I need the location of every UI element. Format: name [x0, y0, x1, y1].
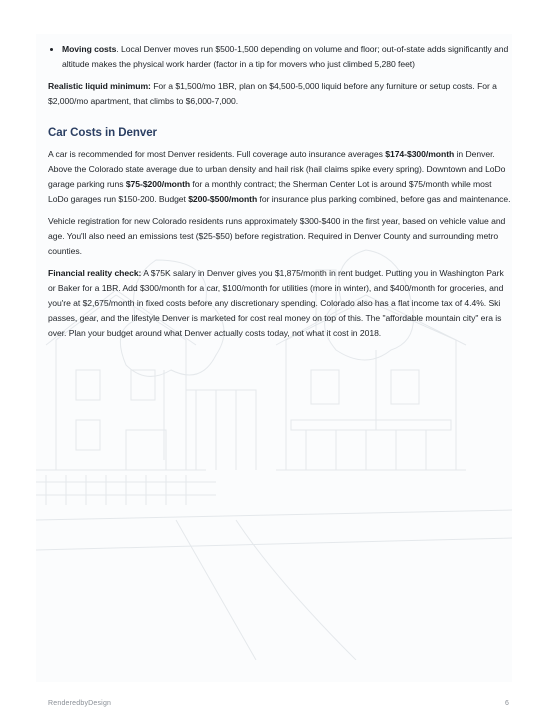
financial-reality-label: Financial reality check: — [48, 268, 142, 278]
car-costs-paragraph — [48, 147, 512, 207]
page-number: 6 — [505, 700, 509, 707]
liquid-minimum-label: Realistic liquid minimum: — [48, 81, 151, 91]
text-run: A car is recommended for most Denver residents. Full coverage auto insurance averages — [48, 149, 386, 159]
liquid-minimum-paragraph — [48, 79, 512, 109]
text-run: for a monthly contract; the Sherman Center Lot is around $75/month while most LoDo garages run $150-200. Budget — [48, 179, 492, 204]
registration-paragraph: Vehicle registration for new Colorado residents runs approximately $300-$400 in the first year, based on vehicle value and age. You'll also need an emissions test ($25-$50) before registration. Required in Denver County and surrounding metro counties. — [48, 216, 506, 256]
financial-reality-paragraph — [48, 266, 512, 341]
text-run: for insurance plus parking combined, before gas and maintenance. — [257, 194, 511, 204]
list-item — [62, 42, 512, 72]
section-heading: Car Costs in Denver — [48, 127, 157, 139]
financial-reality-text: A $75K salary in Denver gives you $1,875/month in rent budget. Putting you in Washington Park or Baker for a 1BR. Add $300/month for a car, $100/month for utilities (more in winter), and $400/month for groceries, and you're at $2,675/month in fixed costs before any discretionary spending. Colorado also has a flat income tax of 4.4%. Ski passes, gear, and the lifestyle Denver is marketed for cost real money on top of this. The "affordable mountain city" era is over. Plan your budget around what Denver actually costs today, not what it cost in 2018. — [48, 268, 504, 338]
moving-costs-text: . Local Denver moves run $500-1,500 depending on volume and floor; out-of-state adds significantly and altitude makes the physical work harder (factor in a tip for movers who just climbed 5,280 feet) — [62, 44, 509, 69]
footer-brand: RenderedbyDesign — [48, 700, 112, 707]
moving-costs-label: Moving costs — [62, 44, 117, 54]
combined-budget-range: $200-$500/month — [188, 194, 258, 204]
document-body — [48, 42, 512, 348]
parking-range: $75-$200/month — [125, 179, 191, 189]
text-run: in Denver. Above the Colorado state average due to urban density and hail risk (hail claims spike every spring). Downtown and LoDo garage parking runs — [48, 149, 506, 189]
insurance-range: $174-$300/month — [385, 149, 455, 159]
cost-bullet-list — [48, 42, 512, 72]
liquid-minimum-text: For a $1,500/mo 1BR, plan on $4,500-5,000 liquid before any furniture or setup costs. For a $2,000/mo apartment, that climbs to $6,000-7,000. — [48, 81, 497, 106]
